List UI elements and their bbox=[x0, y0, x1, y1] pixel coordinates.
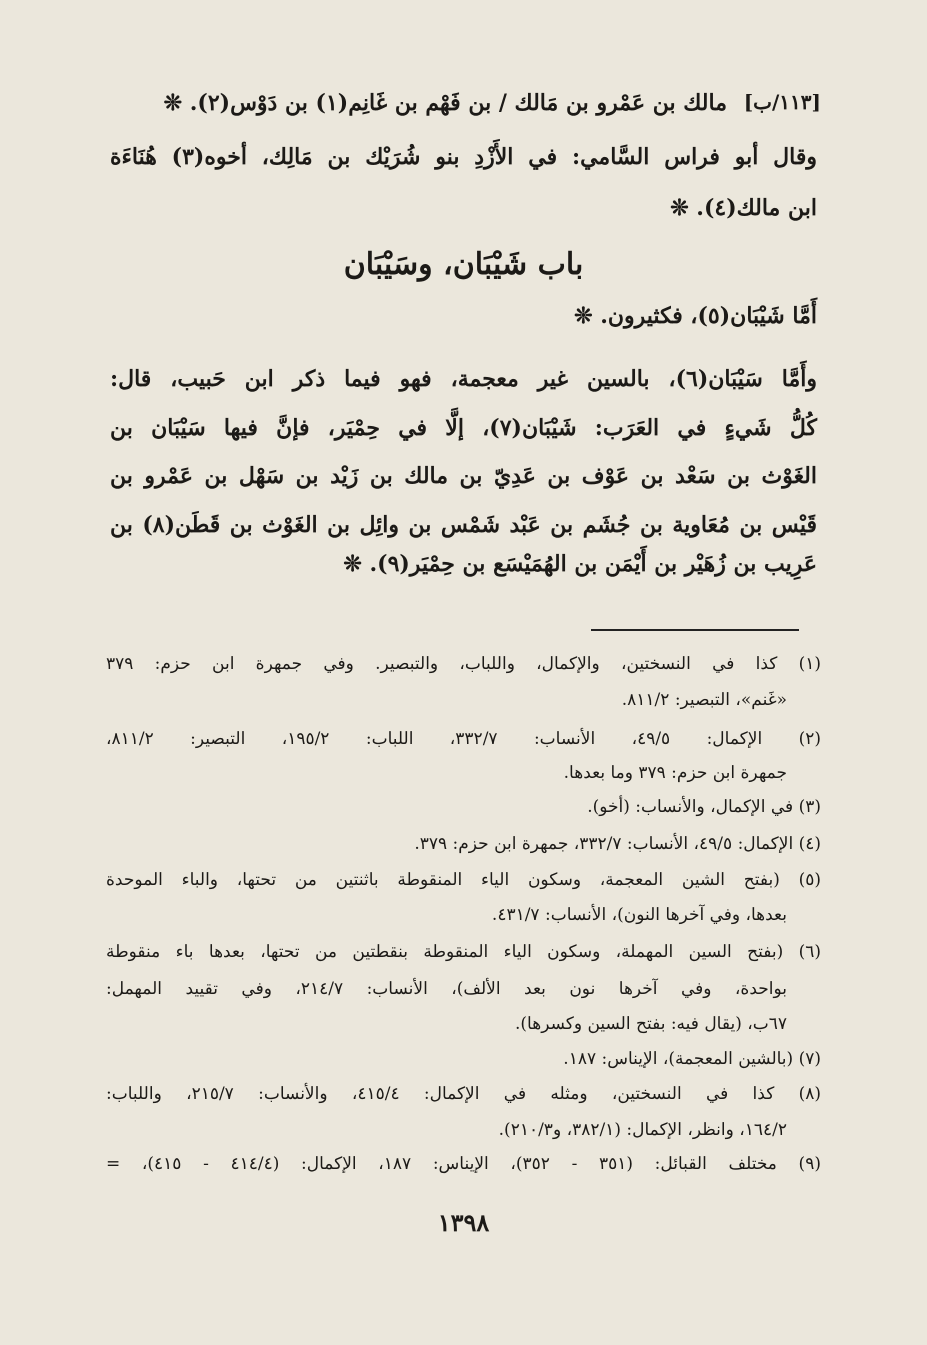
footnote-2-line-1: (٢) الإكمال: ٤٩/٥، الأنساب: ٣٣٢/٧، اللباب: ١٩٥/٢، التبصير: ٨١١/٢، bbox=[106, 729, 821, 749]
section-line-1: أَمَّا شَيْبَان(٥)، فكثيرون. ❊ bbox=[574, 303, 817, 329]
footnote-6-line-3: ٦٧ب، (يقال فيه: بفتح السين وكسرها). bbox=[515, 1014, 787, 1034]
section-line-4: الغَوْث بن سَعْد بن عَوْف بن عَدِيّ بن مالك بن زَيْد بن سَهْل بن عَمْرو بن bbox=[110, 463, 817, 489]
footnote-6-line-2: بواحدة، وفي آخرها نون بعد الألف)، الأنساب: ٢١٤/٧، وفي تقييد المهمل: bbox=[106, 979, 787, 999]
footnote-1-line-2: «غَنم»، التبصير: ٨١١/٢. bbox=[621, 690, 787, 710]
chapter-heading: باب شَيْبَان، وسَيْبَان bbox=[343, 247, 584, 282]
footnote-5-line-2: بعدها، وفي آخرها النون)، الأنساب: ٤٣١/٧. bbox=[491, 905, 787, 925]
body-line-2: وقال أبو فراس السَّامي: في الأَزْدِ بنو شُرَيْك بن مَالِك، أخوه(٣) هُنَاءَة bbox=[110, 144, 817, 170]
page-number: ١٣٩٨ bbox=[437, 1208, 490, 1237]
footnote-4: (٤) الإكمال: ٤٩/٥، الأنساب: ٣٣٢/٧، جمهرة ابن حزم: ٣٧٩. bbox=[414, 834, 821, 854]
footnote-2-line-2: جمهرة ابن حزم: ٣٧٩ وما بعدها. bbox=[563, 763, 787, 783]
footnote-7: (٧) (بالشين المعجمة)، الإيناس: ١٨٧. bbox=[563, 1049, 821, 1069]
footnote-1-line-1: (١) كذا في النسختين، والإكمال، واللباب، والتبصير. وفي جمهرة ابن حزم: ٣٧٩ bbox=[106, 654, 821, 674]
footnote-9-line-1: (٩) مختلف القبائل: (٣٥١ - ٣٥٢)، الإيناس: ١٨٧، الإكمال: (٤١٤/٤ - ٤١٥)، = bbox=[106, 1154, 821, 1174]
section-line-2: وأَمَّا سَيْبَان(٦)، بالسين غير معجمة، فهو فيما ذكر ابن حَبيب، قال: bbox=[110, 366, 817, 392]
footnote-3: (٣) في الإكمال، والأنساب: (أخو). bbox=[587, 797, 821, 817]
footnote-8-line-1: (٨) كذا في النسختين، ومثله في الإكمال: ٤١٥/٤، والأنساب: ٢١٥/٧، واللباب: bbox=[106, 1084, 822, 1104]
body-line-3: ابن مالك(٤). ❊ bbox=[670, 195, 817, 221]
footnote-8-line-2: ١٦٤/٢، وانظر، الإكمال: (٣٨٢/١، و٢١٠/٣). bbox=[498, 1120, 787, 1140]
body-line-1: مالك بن عَمْرو بن مَالك / بن فَهْم بن غَانِم(١) بن دَوْس(٢). ❊ bbox=[163, 90, 727, 116]
footnote-6-line-1: (٦) (بفتح السين المهملة، وسكون الياء المنقوطة بنقطتين من تحتها، بعدها باء منقوطة bbox=[106, 942, 821, 962]
manuscript-folio-marker: [١١٣/ب] bbox=[743, 90, 821, 114]
footnote-divider bbox=[591, 629, 799, 631]
section-line-5: قَيْس بن مُعَاوية بن جُشَم بن عَبْد شَمْس بن وائِل بن الغَوْث بن قَطَن(٨) بن bbox=[110, 512, 817, 538]
section-line-3: كُلُّ شَيءٍ في العَرَب: شَيْبَان(٧)، إلَّا في حِمْيَر، فإنَّ فيها سَيْبَان بن bbox=[110, 415, 817, 441]
footnote-5-line-1: (٥) (بفتح الشين المعجمة، وسكون الياء المنقوطة باثنتين من تحتها، والباء الموحدة bbox=[106, 870, 821, 890]
section-line-6: عَرِيب بن زُهَيْر بن أَيْمَن بن الهُمَيْسَع بن حِمْيَر(٩). ❊ bbox=[343, 551, 817, 577]
